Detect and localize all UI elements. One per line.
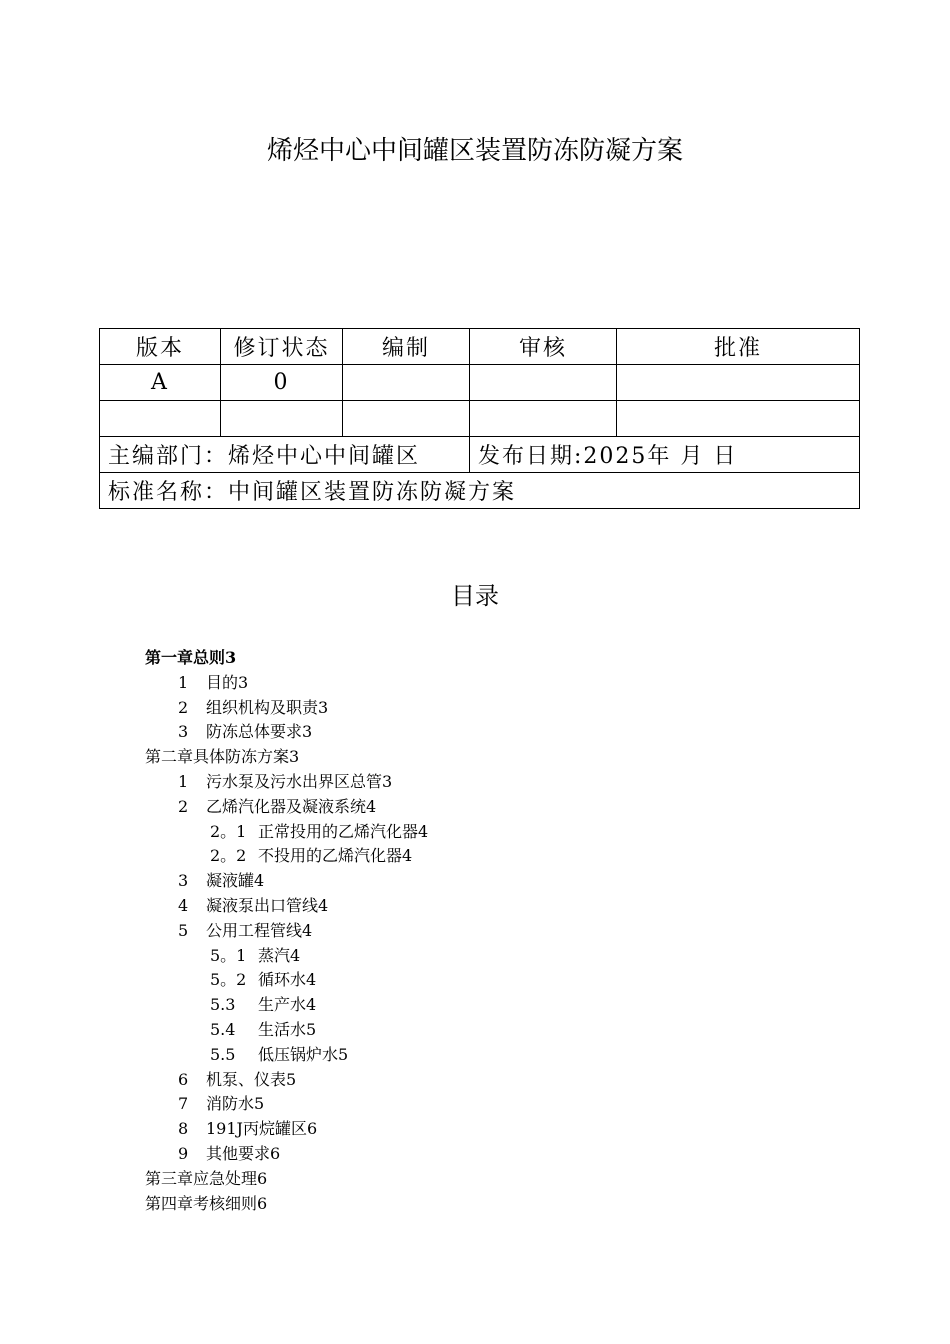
table-cell	[221, 401, 343, 437]
table-row	[100, 401, 860, 437]
toc-entry-page: 4	[306, 995, 317, 1015]
toc-entry-text: 生活水	[258, 1019, 307, 1039]
toc-entry[interactable]	[145, 1068, 428, 1093]
toc-entry[interactable]	[145, 1192, 428, 1217]
toc-entry[interactable]	[145, 844, 428, 869]
toc-entry-text: 防冻总体要求	[206, 722, 303, 742]
table-of-contents	[145, 646, 428, 1216]
toc-entry-number: 7	[178, 1094, 189, 1114]
toc-entry-text: 污水泵及污水出界区总管	[206, 771, 383, 791]
toc-entry-page: 6	[257, 1193, 268, 1213]
toc-entry-page: 5	[306, 1019, 317, 1039]
toc-entry[interactable]	[145, 919, 428, 944]
table-row	[100, 473, 860, 509]
header-revision-status: 修订状态	[221, 329, 343, 365]
toc-entry-text: 蒸汽	[258, 945, 291, 965]
toc-entry-page: 3	[238, 672, 249, 692]
revision-table	[99, 328, 860, 509]
toc-entry[interactable]	[145, 1142, 428, 1167]
table-cell	[100, 401, 221, 437]
toc-entry-text: 其他要求	[206, 1143, 271, 1163]
toc-entry-number: 3	[178, 722, 189, 742]
toc-entry-page: 4	[254, 871, 265, 891]
table-cell	[617, 401, 860, 437]
toc-entry-number: 4	[178, 895, 189, 915]
toc-entry-number: 1	[178, 672, 189, 692]
toc-entry[interactable]	[145, 1092, 428, 1117]
toc-entry[interactable]	[145, 993, 428, 1018]
toc-entry-text: 凝液泵出口管线	[206, 895, 319, 915]
table-cell	[470, 365, 617, 401]
toc-entry-text: 正常投用的乙烯汽化器	[258, 821, 419, 841]
toc-entry-number: 9	[178, 1143, 189, 1163]
toc-entry-number: 1	[178, 771, 189, 791]
table-cell	[470, 401, 617, 437]
toc-entry-page: 5	[254, 1094, 265, 1114]
toc-entry[interactable]	[145, 869, 428, 894]
toc-entry-page: 3	[318, 697, 329, 717]
toc-title: 目录	[451, 582, 499, 610]
toc-entry-page: 4	[306, 970, 317, 990]
toc-entry-page: 4	[302, 920, 313, 940]
toc-entry-page: 3	[225, 648, 237, 667]
header-reviewed-by: 审核	[470, 329, 617, 365]
toc-entry[interactable]	[145, 968, 428, 993]
toc-entry-number: 5	[178, 920, 189, 940]
department-cell: 主编部门：烯烃中心中间罐区	[100, 437, 470, 473]
toc-entry-page: 3	[382, 771, 393, 791]
table-cell: A	[100, 365, 221, 401]
toc-entry[interactable]	[145, 696, 428, 721]
toc-entry-text: 机泵、仪表	[206, 1069, 287, 1089]
toc-entry[interactable]	[145, 894, 428, 919]
toc-entry[interactable]	[145, 720, 428, 745]
table-cell	[343, 365, 470, 401]
toc-entry-text: 第四章考核细则	[145, 1193, 258, 1213]
toc-entry[interactable]	[145, 1043, 428, 1068]
toc-entry-number: 8	[178, 1119, 189, 1139]
toc-entry-page: 6	[306, 1119, 318, 1139]
toc-entry-page: 5	[286, 1069, 297, 1089]
header-prepared-by: 编制	[343, 329, 470, 365]
toc-entry-number: 5.4	[210, 1019, 236, 1039]
toc-entry[interactable]	[145, 745, 428, 770]
table-cell	[343, 401, 470, 437]
toc-entry-text: 191J丙烷罐区	[206, 1119, 307, 1139]
toc-entry-text: 不投用的乙烯汽化器	[258, 846, 403, 866]
toc-entry-number: 6	[178, 1069, 189, 1089]
toc-entry-number: 2	[178, 796, 189, 816]
toc-entry-page: 3	[289, 747, 300, 767]
toc-entry-page: 3	[302, 722, 313, 742]
table-row	[100, 365, 860, 401]
toc-entry-text: 第三章应急处理	[145, 1168, 258, 1188]
toc-entry-number: 5.3	[210, 995, 236, 1015]
document-title: 烯烃中心中间罐区装置防冻防凝方案	[266, 136, 683, 166]
table-cell: 0	[221, 365, 343, 401]
standard-name-cell: 标准名称：中间罐区装置防冻防凝方案	[100, 473, 860, 509]
header-approved-by: 批准	[617, 329, 860, 365]
toc-entry[interactable]	[145, 1167, 428, 1192]
toc-entry-text: 消防水	[206, 1094, 255, 1114]
toc-entry-page: 6	[257, 1168, 268, 1188]
toc-entry-number: 2	[178, 697, 189, 717]
toc-entry-page: 4	[418, 821, 429, 841]
toc-entry[interactable]	[145, 646, 428, 671]
toc-entry-text: 生产水	[258, 995, 307, 1015]
toc-entry-text: 第二章具体防冻方案	[145, 747, 290, 767]
table-row	[100, 437, 860, 473]
toc-entry-text: 目的	[206, 672, 239, 692]
toc-entry-page: 4	[402, 846, 413, 866]
toc-entry[interactable]	[145, 1018, 428, 1043]
toc-entry-text: 乙烯汽化器及凝液系统	[206, 796, 367, 816]
toc-entry[interactable]	[145, 1117, 428, 1142]
toc-entry-page: 5	[338, 1044, 349, 1064]
toc-entry-page: 4	[366, 796, 377, 816]
toc-entry[interactable]	[145, 770, 428, 795]
toc-entry-page: 4	[290, 945, 301, 965]
toc-entry-text: 第一章总则	[145, 648, 226, 667]
toc-entry-number: 2。2	[210, 846, 247, 866]
toc-entry-number: 5.5	[210, 1044, 236, 1064]
toc-entry-number: 3	[178, 871, 189, 891]
toc-entry-text: 循环水	[258, 970, 307, 990]
table-cell	[617, 365, 860, 401]
toc-entry-text: 低压锅炉水	[258, 1044, 339, 1064]
toc-entry-text: 组织机构及职责	[206, 697, 319, 717]
toc-entry-text: 凝液罐	[206, 871, 255, 891]
toc-entry[interactable]	[145, 795, 428, 820]
header-version: 版本	[100, 329, 221, 365]
toc-entry-page: 6	[270, 1143, 281, 1163]
release-date-cell: 发布日期:2025年 月 日	[470, 437, 860, 473]
toc-entry[interactable]	[145, 671, 428, 696]
toc-entry[interactable]	[145, 820, 428, 845]
toc-entry-number: 2。1	[210, 821, 247, 841]
toc-entry-number: 5。1	[210, 945, 247, 965]
toc-entry-number: 5。2	[210, 970, 247, 990]
table-header-row	[100, 329, 860, 365]
toc-entry-text: 公用工程管线	[206, 920, 303, 940]
toc-entry[interactable]	[145, 944, 428, 969]
toc-entry-page: 4	[318, 895, 329, 915]
